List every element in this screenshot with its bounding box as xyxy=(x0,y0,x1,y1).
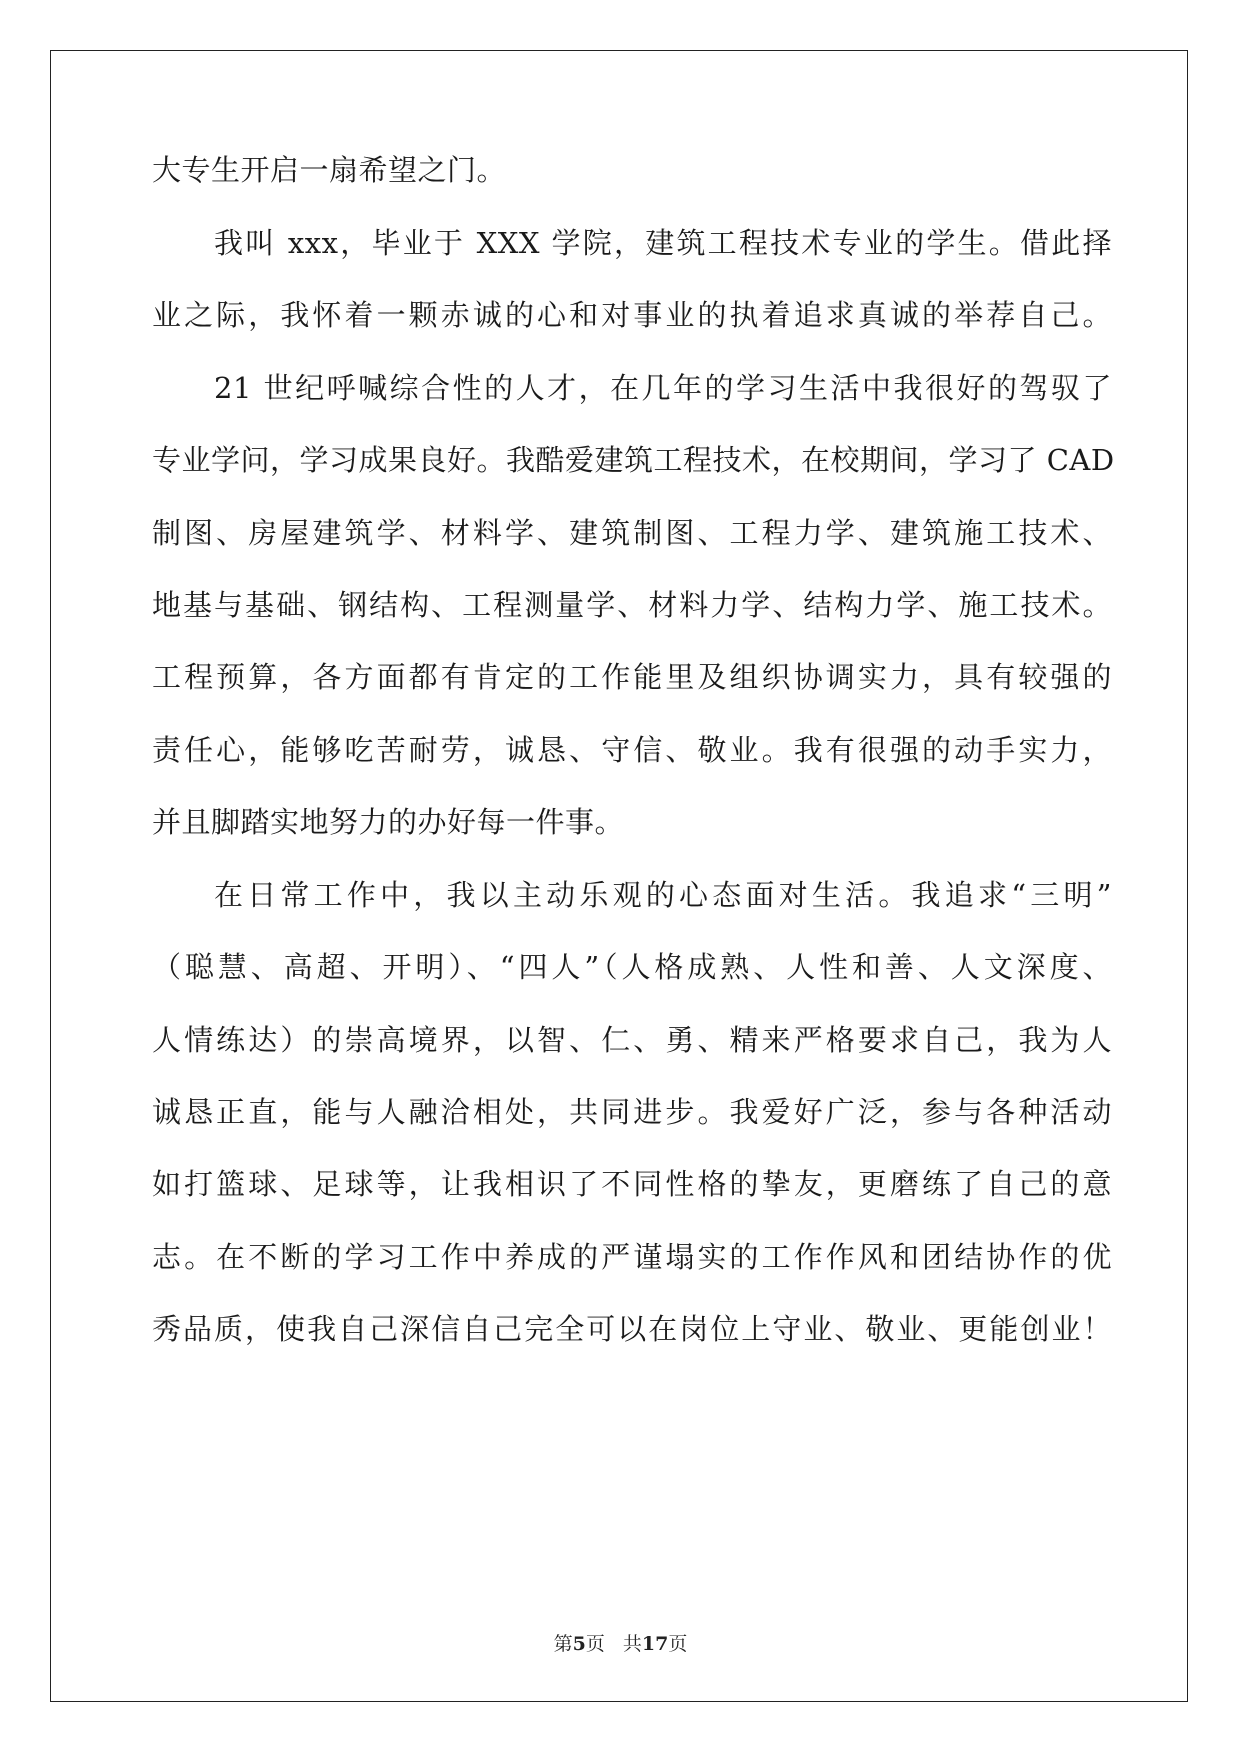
page-number: 5 xyxy=(572,1633,586,1655)
text-line-1: 大专生开启一扇希望之门。 xyxy=(152,153,507,187)
total-suffix: 页 xyxy=(668,1633,688,1655)
page-prefix: 第 xyxy=(553,1633,573,1655)
total-pages: 17 xyxy=(641,1633,669,1655)
text-line-7: 地基与基础、钢结构、工程测量学、材料力学、结构力学、施工技术。 xyxy=(152,588,1112,622)
text-line-10: 并且脚踏实地努力的办好每一件事。 xyxy=(152,805,625,839)
page-indicator xyxy=(554,1633,605,1655)
text-line-2: 我叫 xxx，毕业于 XXX 学院，建筑工程技术专业的学生。借此择 xyxy=(214,226,1112,260)
text-line-13: 人情练达）的崇高境界，以智、仁、勇、精来严格要求自己，我为人 xyxy=(152,1023,1112,1057)
text-line-12: （聪慧、高超、开明）、“四人”（人格成熟、人性和善、人文深度、 xyxy=(152,950,1112,984)
page-suffix: 页 xyxy=(585,1633,605,1655)
page-footer xyxy=(0,1632,1241,1656)
text-line-3: 业之际，我怀着一颗赤诚的心和对事业的执着追求真诚的举荐自己。 xyxy=(152,298,1112,332)
text-line-5: 专业学问，学习成果良好。我酷爱建筑工程技术，在校期间，学习了 CAD xyxy=(152,443,1115,477)
text-line-16: 志。在不断的学习工作中养成的严谨塌实的工作作风和团结协作的优 xyxy=(152,1240,1112,1274)
text-line-4: 21 世纪呼喊综合性的人才，在几年的学习生活中我很好的驾驭了 xyxy=(214,371,1112,405)
text-line-17: 秀品质，使我自己深信自己完全可以在岗位上守业、敬业、更能创业！ xyxy=(152,1312,1112,1346)
text-line-15: 如打篮球、足球等，让我相识了不同性格的挚友，更磨练了自己的意 xyxy=(152,1167,1112,1201)
text-line-11: 在日常工作中，我以主动乐观的心态面对生活。我追求“三明” xyxy=(214,878,1112,912)
text-line-9: 责任心，能够吃苦耐劳，诚恳、守信、敬业。我有很强的动手实力， xyxy=(152,733,1112,767)
total-indicator xyxy=(623,1633,687,1655)
total-prefix: 共 xyxy=(622,1633,642,1655)
text-line-8: 工程预算，各方面都有肯定的工作能里及组织协调实力，具有较强的 xyxy=(152,660,1112,694)
text-line-14: 诚恳正直，能与人融洽相处，共同进步。我爱好广泛，参与各种活动 xyxy=(152,1095,1112,1129)
text-line-6: 制图、房屋建筑学、材料学、建筑制图、工程力学、建筑施工技术、 xyxy=(152,516,1112,550)
